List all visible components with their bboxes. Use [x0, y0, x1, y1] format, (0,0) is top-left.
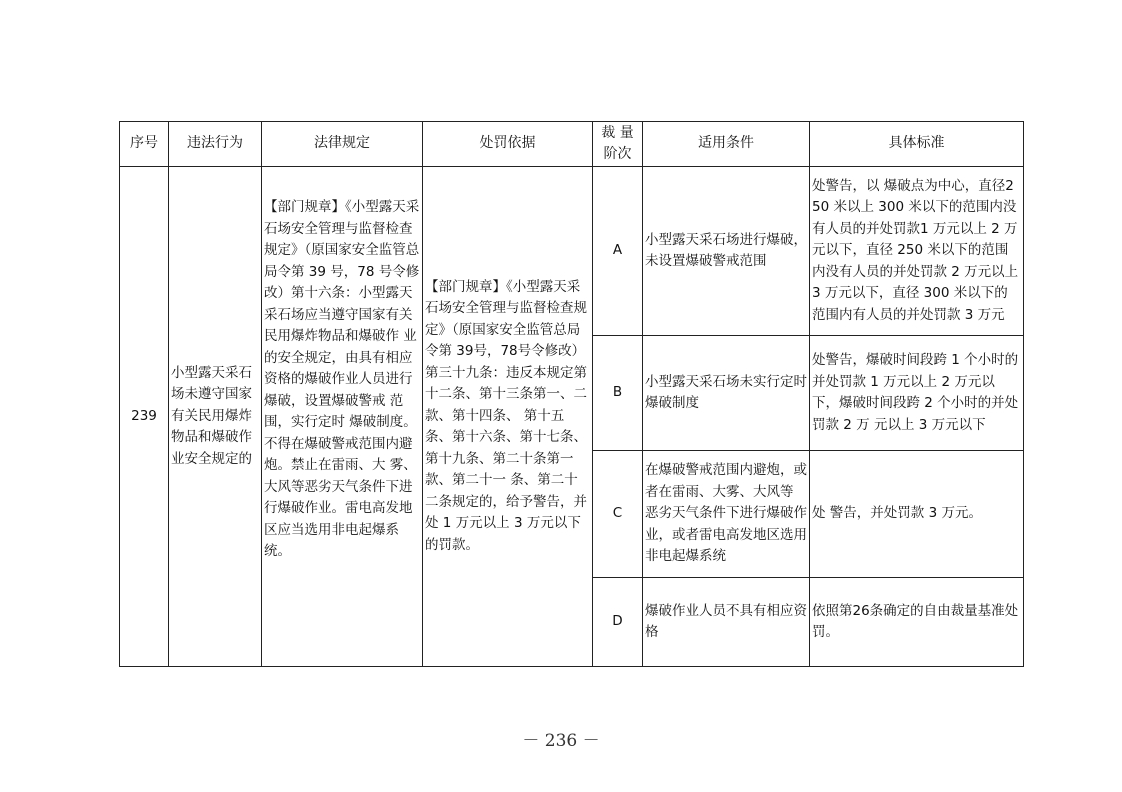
cell-law: 【部门规章】《小型露天采石场安全管理与监督检查规定》（原国家安全监管总局令第 39 号，78 号令修改）第十六条：小型露天采石场应当遵守国家有关民用爆炸物品和爆破作 业的安全规定，由具有相应资格的爆破作业人员进行爆破，设置爆破警戒 范围，实行定时 爆破制度。不得在爆破警戒范围内避炮。禁止在雷雨、大 雾、大风等恶劣天气条件下进行爆破作业。雷电高发地区应当选用非电起爆系统。 — [262, 167, 423, 667]
header-violation: 违法行为 — [169, 122, 262, 167]
cell-condition-b: 小型露天采石场未实行定时爆破制度 — [643, 336, 810, 451]
cell-violation: 小型露天采石场未遵守国家有关民用爆炸物品和爆破作业安全规定的 — [169, 167, 262, 667]
penalty-table — [119, 121, 1024, 667]
table-row-a — [120, 167, 1024, 336]
cell-standard-d: 依照第26条确定的自由裁量基准处罚。 — [810, 578, 1024, 667]
cell-level-a: A — [593, 167, 643, 336]
cell-seq: 239 — [120, 167, 169, 667]
cell-condition-a: 小型露天采石场进行爆破，未设置爆破警戒范围 — [643, 167, 810, 336]
header-level: 裁 量 阶次 — [593, 122, 643, 167]
cell-level-d: D — [593, 578, 643, 667]
header-row — [120, 122, 1024, 167]
page-number: － 236 － — [522, 731, 600, 751]
cell-standard-a: 处警告，以 爆破点为中心，直径250 米以上 300 米以下的范围内没有人员的并处罚款1 万元以上 2 万元以下，直径 250 米以下的范围内没有人员的并处罚款 2 万元以上 3 万元以下，直径 300 米以下的范围内有人员的并处罚款 3 万元 — [810, 167, 1024, 336]
cell-condition-c: 在爆破警戒范围内避炮，或者在雷雨、大雾、大风等 恶劣天气条件下进行爆破作业，或者雷电高发地区选用非电起爆系统 — [643, 451, 810, 578]
cell-condition-d: 爆破作业人员不具有相应资格 — [643, 578, 810, 667]
cell-level-b: B — [593, 336, 643, 451]
cell-basis: 【部门规章】《小型露天采石场安全管理与监督检查规定》（原国家安全监管总局令第 39号，78号令修改）第三十九条：违反本规定第十二条、第十三条第一、二款、第十四条、 第十五条、第十六条、第十七条、第十九条、第二十条第一款、第二十一 条、第二十二条规定的，给予警告，并处 1 万元以上 3 万元以下的罚款。 — [423, 167, 593, 667]
header-seq: 序号 — [120, 122, 169, 167]
header-basis: 处罚依据 — [423, 122, 593, 167]
cell-level-c: C — [593, 451, 643, 578]
cell-standard-b: 处警告，爆破时间段跨 1 个小时的 并处罚款 1 万元以上 2 万元以下，爆破时间段跨 2 个小时的并处罚款 2 万 元以上 3 万元以下 — [810, 336, 1024, 451]
header-standard: 具体标准 — [810, 122, 1024, 167]
header-condition: 适用条件 — [643, 122, 810, 167]
cell-standard-c: 处 警告，并处罚款 3 万元。 — [810, 451, 1024, 578]
header-law: 法律规定 — [262, 122, 423, 167]
